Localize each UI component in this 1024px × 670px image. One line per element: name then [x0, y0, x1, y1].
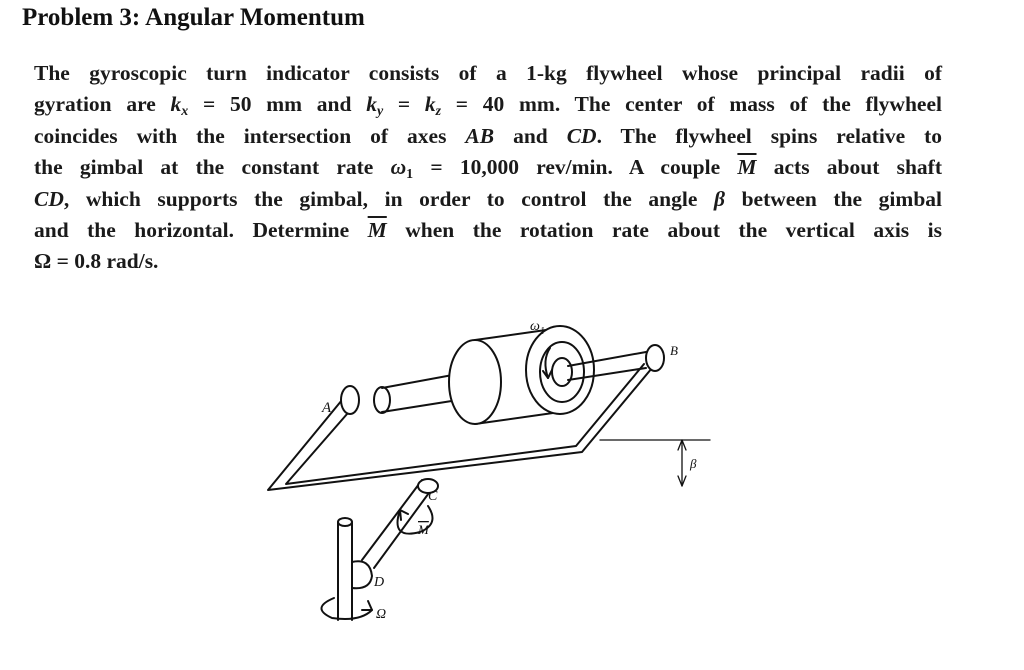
bearing-b [646, 345, 664, 371]
label-beta: β [690, 456, 697, 471]
label-b: B [670, 343, 678, 358]
problem-title [22, 4, 365, 32]
label-omega1: $\omega_1$ [530, 319, 545, 337]
label-omega: Ω [376, 607, 387, 622]
label-c: C [428, 489, 438, 504]
problem-statement [34, 58, 942, 278]
statement-line-2: gyration are $k_x = 50$ mm and $k_y = k_z = 40$ mm. The center of mass of the flywheel [34, 92, 942, 120]
statement-line-3: coincides with the intersection of axes AB and CD. The flywheel spins relative to [34, 123, 942, 148]
bearing-a [341, 386, 359, 414]
problem-number: Problem 3: [22, 4, 141, 31]
problem-topic: Angular Momentum [140, 4, 365, 31]
label-d: D [374, 575, 385, 590]
statement-line-4: the gimbal at the constant rate $\omega_1 = 10,000$ rev/min. A couple $\overline{M}$ acts about shaft [34, 155, 942, 183]
statement-line-6: and the horizontal. Determine $\overline{M}$ when the rotation rate about the vertical axis is [34, 218, 942, 243]
omega-arrow [321, 598, 372, 619]
vertical-post [338, 522, 352, 620]
statement-line-5: CD, which supports the gimbal, in order to control the angle β between the gimbal [34, 186, 942, 211]
shaft-ab [382, 374, 458, 412]
gyroscope-figure [250, 300, 730, 640]
bracket-d [352, 561, 372, 588]
statement-line-1: The gyroscopic turn indicator consists of a 1-kg flywheel whose principal radii of [34, 61, 942, 85]
statement-line-7: Ω = 0.8 rad/s. [34, 249, 159, 274]
label-a: A [322, 400, 332, 416]
label-m: M [418, 522, 429, 537]
